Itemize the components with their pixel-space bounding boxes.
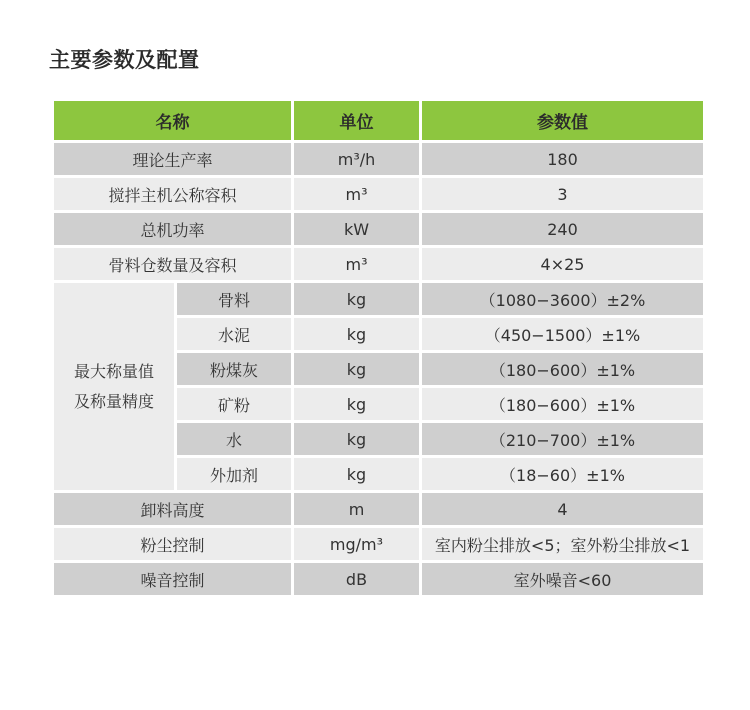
row-value: （180−600）±1% xyxy=(422,353,703,385)
header-value: 参数值 xyxy=(422,101,703,140)
row-name: 水 xyxy=(177,423,291,455)
table-row xyxy=(54,213,703,245)
row-value: 4 xyxy=(422,493,703,525)
row-value: 4×25 xyxy=(422,248,703,280)
table-row xyxy=(54,563,703,595)
row-unit: m xyxy=(294,493,419,525)
row-unit: mg/m³ xyxy=(294,528,419,560)
row-value: 180 xyxy=(422,143,703,175)
table-row xyxy=(54,248,703,280)
row-unit: kg xyxy=(294,458,419,490)
table-row xyxy=(54,528,703,560)
page-title: 主要参数及配置 xyxy=(49,48,200,72)
row-unit: kg xyxy=(294,353,419,385)
row-unit: kW xyxy=(294,213,419,245)
row-name: 卸料高度 xyxy=(54,493,291,525)
table-row xyxy=(54,283,703,315)
weighing-group-label xyxy=(54,283,174,490)
row-value: 240 xyxy=(422,213,703,245)
row-name: 骨料 xyxy=(177,283,291,315)
table-row xyxy=(54,178,703,210)
header-name: 名称 xyxy=(54,101,291,140)
row-name: 水泥 xyxy=(177,318,291,350)
table-row xyxy=(54,143,703,175)
row-unit: kg xyxy=(294,283,419,315)
row-unit: m³ xyxy=(294,248,419,280)
row-unit: m³/h xyxy=(294,143,419,175)
row-unit: kg xyxy=(294,423,419,455)
header-unit: 单位 xyxy=(294,101,419,140)
row-value: 室外噪音<60 xyxy=(422,563,703,595)
row-value: （210−700）±1% xyxy=(422,423,703,455)
row-name: 粉煤灰 xyxy=(177,353,291,385)
row-value: 室内粉尘排放<5；室外粉尘排放<1 xyxy=(422,528,703,560)
row-name: 矿粉 xyxy=(177,388,291,420)
row-name: 粉尘控制 xyxy=(54,528,291,560)
row-unit: kg xyxy=(294,318,419,350)
row-name: 理论生产率 xyxy=(54,143,291,175)
group-label-line1: 最大称量值 xyxy=(73,361,154,381)
row-name: 骨料仓数量及容积 xyxy=(54,248,291,280)
row-name: 搅拌主机公称容积 xyxy=(54,178,291,210)
row-name: 噪音控制 xyxy=(54,563,291,595)
row-value: 3 xyxy=(422,178,703,210)
table-row xyxy=(54,493,703,525)
row-unit: m³ xyxy=(294,178,419,210)
row-value: （450−1500）±1% xyxy=(422,318,703,350)
table-header-row xyxy=(54,101,703,140)
row-value: （180−600）±1% xyxy=(422,388,703,420)
row-name: 外加剂 xyxy=(177,458,291,490)
row-value: （18−60）±1% xyxy=(422,458,703,490)
row-name: 总机功率 xyxy=(54,213,291,245)
row-unit: dB xyxy=(294,563,419,595)
row-unit: kg xyxy=(294,388,419,420)
row-value: （1080−3600）±2% xyxy=(422,283,703,315)
spec-table xyxy=(51,98,706,598)
group-label-line2: 及称量精度 xyxy=(73,391,154,411)
